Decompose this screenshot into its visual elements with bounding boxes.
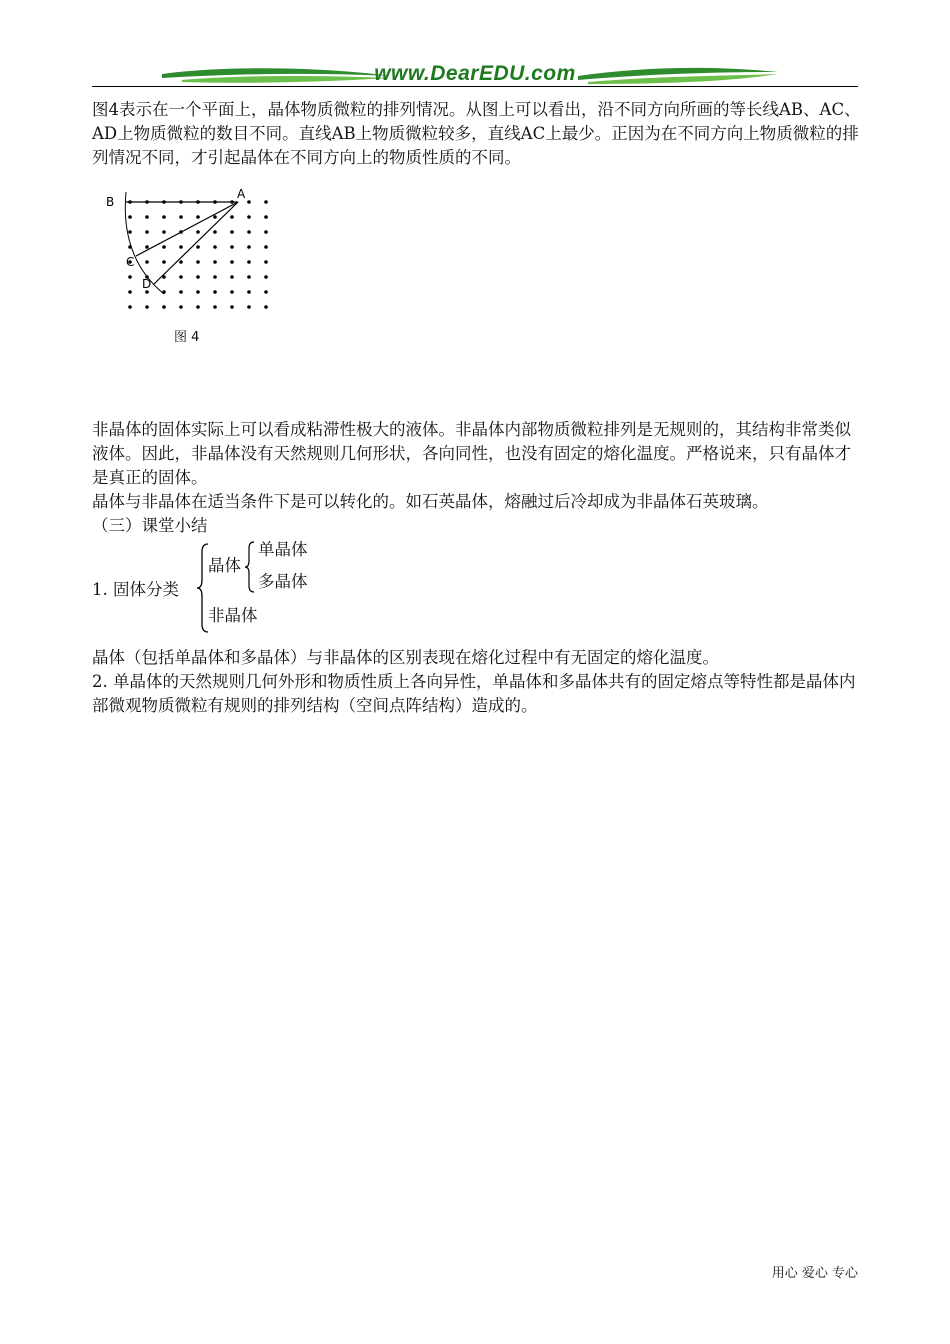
- lattice-dot: [247, 245, 251, 249]
- lattice-dot: [145, 305, 149, 309]
- label-a: A: [237, 188, 246, 201]
- classification-tree: [92, 540, 492, 638]
- lattice-dot: [264, 260, 268, 264]
- lattice-dot: [128, 305, 132, 309]
- footer-motto: 用心 爱心 专心: [771, 1266, 858, 1281]
- figure-caption: 图 4: [174, 330, 200, 345]
- lattice-dot: [213, 275, 217, 279]
- lattice-dot: [128, 230, 132, 234]
- lattice-dot: [264, 215, 268, 219]
- lattice-dot: [247, 290, 251, 294]
- lattice-dot: [179, 260, 183, 264]
- lattice-dot: [247, 215, 251, 219]
- lattice-dot: [213, 290, 217, 294]
- lattice-dot: [162, 245, 166, 249]
- line-ac: [136, 202, 238, 256]
- brace-inner-icon: [244, 540, 256, 594]
- paragraph-crystal-arrangement: 图4表示在一个平面上，晶体物质微粒的排列情况。从图上可以看出，沿不同方向所画的等长线AB、AC、AD上物质微粒的数目不同。直线AB上物质微粒较多，直线AC上最少。正因为在不同方向上物质微粒的排列情况不同，才引起晶体在不同方向上的物质性质的不同。: [92, 100, 861, 167]
- lattice-dot: [230, 230, 234, 234]
- lattice-dot: [128, 275, 132, 279]
- lattice-dot: [162, 260, 166, 264]
- lattice-dot: [213, 215, 217, 219]
- lattice-dot: [162, 215, 166, 219]
- lattice-dot: [247, 305, 251, 309]
- lattice-dot: [128, 290, 132, 294]
- figure-4: [92, 188, 862, 392]
- lattice-dot: [213, 230, 217, 234]
- lattice-dot: [128, 215, 132, 219]
- lattice-dot: [230, 260, 234, 264]
- lattice-dot: [264, 290, 268, 294]
- lattice-dot: [264, 230, 268, 234]
- lattice-dots: [128, 200, 268, 309]
- line-ad: [154, 202, 238, 284]
- tree-polycrystal: 多晶体: [258, 572, 308, 591]
- lattice-dot: [196, 215, 200, 219]
- lattice-diagram: [102, 188, 282, 318]
- lattice-dot: [247, 230, 251, 234]
- lattice-dot: [196, 305, 200, 309]
- document-body: [92, 98, 862, 718]
- header-rule: [92, 86, 858, 87]
- lattice-dot: [162, 230, 166, 234]
- lattice-dot: [247, 200, 251, 204]
- paragraph-conversion: 晶体与非晶体在适当条件下是可以转化的。如石英晶体，熔融过后冷却成为非晶体石英玻璃。: [92, 492, 769, 511]
- lattice-dot: [179, 275, 183, 279]
- lattice-dot: [213, 260, 217, 264]
- lattice-dot: [145, 245, 149, 249]
- paragraph-difference: 晶体（包括单晶体和多晶体）与非晶体的区别表现在熔化过程中有无固定的熔化温度。: [92, 648, 719, 667]
- tree-amorphous: 非晶体: [208, 606, 258, 625]
- section-title: （三）课堂小结: [92, 516, 208, 535]
- lattice-dot: [196, 290, 200, 294]
- lattice-dot: [247, 260, 251, 264]
- lattice-dot: [247, 275, 251, 279]
- lattice-dot: [179, 245, 183, 249]
- lattice-dot: [196, 245, 200, 249]
- lattice-dot: [230, 215, 234, 219]
- lattice-dot: [145, 230, 149, 234]
- tree-single-crystal: 单晶体: [258, 540, 308, 559]
- lattice-dot: [230, 245, 234, 249]
- tree-crystal: 晶体: [208, 556, 241, 575]
- tree-root: 1. 固体分类: [92, 580, 179, 599]
- lattice-dot: [196, 275, 200, 279]
- lattice-dot: [196, 260, 200, 264]
- lattice-dot: [264, 245, 268, 249]
- lattice-dot: [230, 305, 234, 309]
- lattice-dot: [145, 215, 149, 219]
- lattice-dot: [196, 230, 200, 234]
- lattice-dot: [179, 290, 183, 294]
- paragraph-amorphous: 非晶体的固体实际上可以看成粘滞性极大的液体。非晶体内部物质微粒排列是无规则的，其结构非常类似液体。因此，非晶体没有天然规则几何形状，各向同性，也没有固定的熔化温度。严格说来，只有晶体才是真正的固体。: [92, 420, 851, 487]
- site-logo: www.DearEDU.com: [374, 62, 576, 85]
- lattice-dot: [213, 305, 217, 309]
- lattice-dot: [264, 305, 268, 309]
- lattice-dot: [179, 305, 183, 309]
- lattice-dot: [213, 245, 217, 249]
- right-swoosh-icon: [578, 64, 778, 86]
- lattice-dot: [230, 290, 234, 294]
- label-b: B: [106, 195, 115, 209]
- lattice-dot: [179, 215, 183, 219]
- label-c: C: [126, 255, 135, 269]
- label-d: D: [142, 277, 152, 291]
- lattice-dot: [230, 275, 234, 279]
- lattice-dot: [264, 275, 268, 279]
- lattice-dot: [162, 305, 166, 309]
- paragraph-summary-2: 2. 单晶体的天然规则几何外形和物质性质上各向异性，单晶体和多晶体共有的固定熔点等特性都是晶体内部微观物质微粒有规则的排列结构（空间点阵结构）造成的。: [92, 672, 856, 715]
- lattice-dot: [264, 200, 268, 204]
- lattice-dot: [145, 260, 149, 264]
